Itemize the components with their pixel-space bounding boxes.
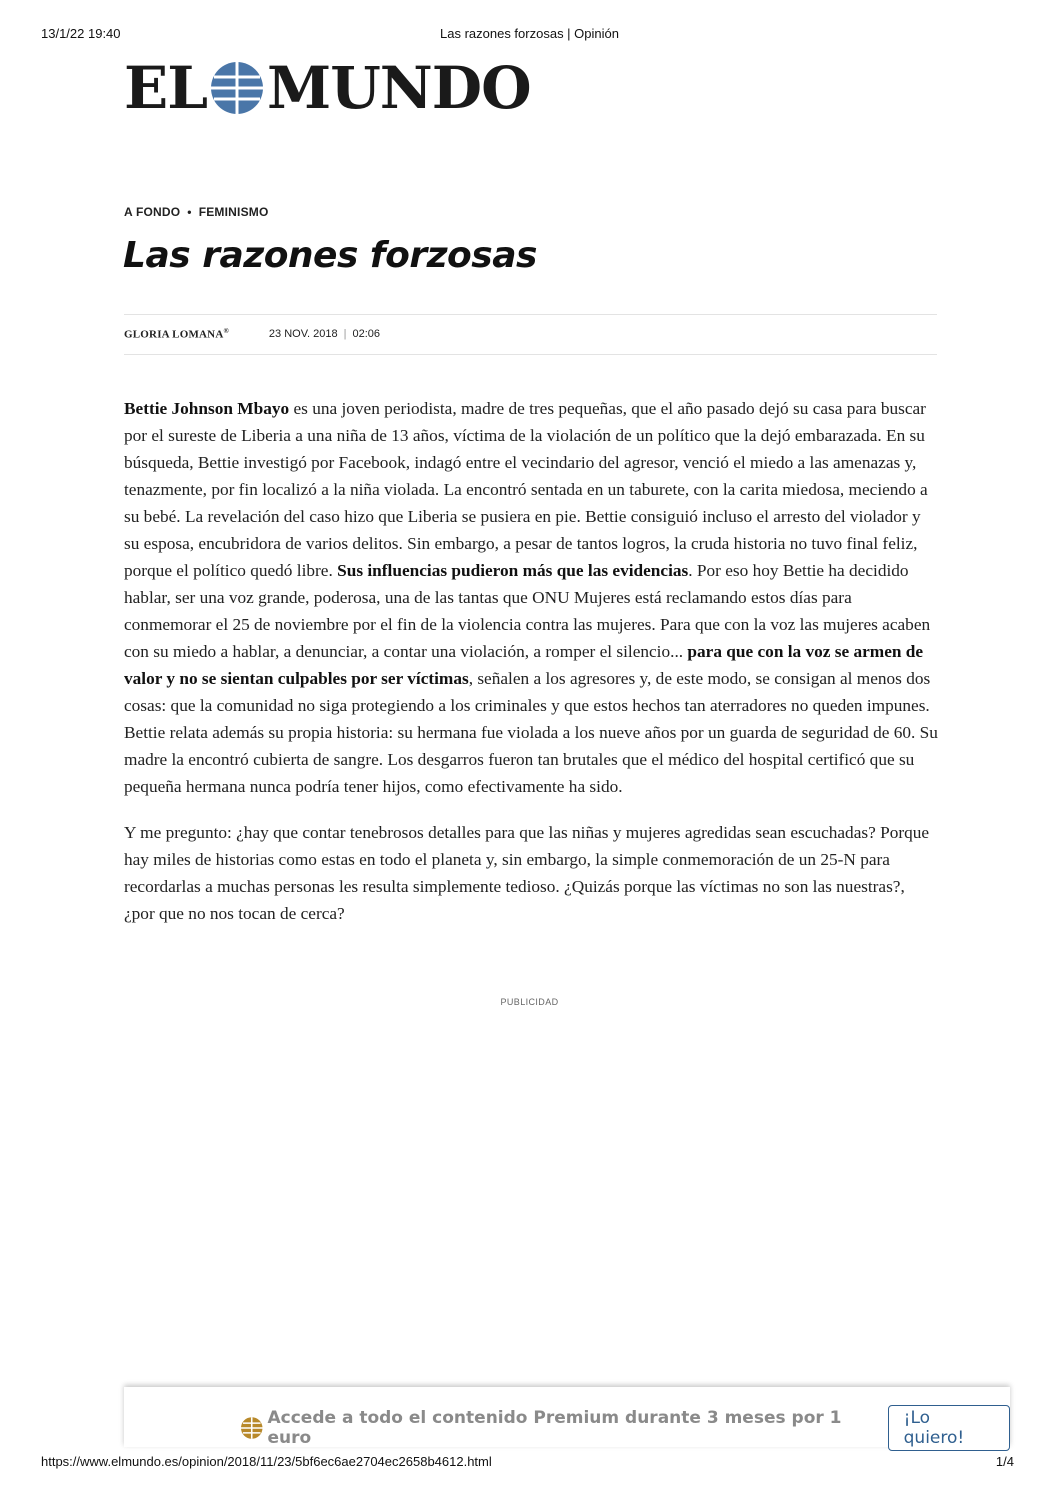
logo-text-mundo: MUNDO bbox=[267, 54, 531, 122]
article-paragraph-1 bbox=[124, 395, 939, 800]
section-link[interactable]: A FONDO bbox=[124, 205, 181, 219]
article-byline bbox=[124, 327, 380, 341]
publish-date: 23 NOV. 2018 bbox=[268, 328, 338, 340]
bold-highlight: Bettie Johnson Mbayo bbox=[124, 399, 290, 418]
print-datetime: 13/1/22 19:40 bbox=[41, 26, 121, 41]
globe-icon bbox=[209, 60, 265, 116]
promo-text: Accede a todo el contenido Premium durante 3 meses por 1 euro bbox=[267, 1408, 842, 1448]
article-body bbox=[124, 395, 939, 946]
globe-icon bbox=[240, 1416, 263, 1440]
article-headline: Las razones forzosas bbox=[123, 235, 537, 276]
ad-label: PUBLICIDAD bbox=[500, 997, 559, 1007]
topic-link[interactable]: FEMINISMO bbox=[198, 205, 269, 219]
divider-bottom bbox=[124, 354, 937, 355]
logo-text-el: EL bbox=[124, 54, 207, 122]
print-page-title: Las razones forzosas | Opinión bbox=[440, 26, 619, 41]
paragraph-text: . Por eso hoy Bettie ha decidido hablar, ser una voz grande, poderosa, una de las tantas que ONU Mujeres está reclamando estos días para conmemorar el 25 de noviembre por el fin de la violencia contra las mujeres. Para que con la voz las mujeres acaben con su miedo a hablar, a denunciar, a contar una violación, a romper el silencio... bbox=[124, 561, 931, 661]
premium-promo-banner bbox=[124, 1387, 1010, 1447]
kicker-separator: • bbox=[187, 205, 192, 219]
byline-separator: | bbox=[343, 328, 347, 340]
publish-time: 02:06 bbox=[352, 328, 380, 340]
divider-top bbox=[124, 314, 937, 315]
article-paragraph-2: Y me pregunto: ¿hay que contar tenebrosos detalles para que las niñas y mujeres agredidas sean escuchadas? Porque hay miles de historias como estas en todo el planeta y, sin embargo, la simple conmemoración de un 25-N para recordarlas a muchas personas les resulta simplemente tedioso. ¿Quizás porque las víctimas no son las nuestras?, ¿por que no nos tocan de cerca? bbox=[124, 823, 930, 923]
paragraph-text: , señalen a los agresores y, de este modo, se consigan al menos dos cosas: que la comunidad no siga protegiendo a los criminales y que estos hechos tan aterradores no queden impunes. Bettie relata además su propia historia: su hermana fue violada a los nueve años por un guarda de seguridad de 60. Su madre la encontró cubierta de sangre. Los desgarros fueron tan brutales que el médico del hospital certificó que su pequeña hermana nunca podría tener hijos, como efectivamente ha sido. bbox=[124, 669, 938, 796]
subscribe-button[interactable]: ¡Lo quiero! bbox=[888, 1405, 1010, 1451]
bold-highlight: Sus influencias pudieron más que las evidencias bbox=[337, 561, 689, 580]
article-kicker bbox=[124, 205, 269, 219]
author-name[interactable]: GLORIA LOMANA® bbox=[124, 327, 229, 341]
el-mundo-logo[interactable] bbox=[124, 54, 531, 122]
page-number: 1/4 bbox=[995, 1454, 1014, 1469]
page-url: https://www.elmundo.es/opinion/2018/11/23/5bf6ec6ae2704ec2658b4612.html bbox=[41, 1454, 492, 1469]
print-footer bbox=[0, 1454, 1059, 1470]
paragraph-text: es una joven periodista, madre de tres pequeñas, que el año pasado dejó su casa para buscar por el sureste de Liberia a una niña de 13 años, víctima de la violación de un político que la dejó embarazada. En su búsqueda, Bettie investigó por Facebook, indagó entre el vecindario del agresor, venció el miedo a las amenazas y, tenazmente, por fin localizó a la niña violada. La encontró sentada en un taburete, con la carita miedosa, meciendo a su bebé. La revelación del caso hizo que Liberia se pusiera en pie. Bettie consiguió incluso el arresto del violador y su esposa, encubridora de varios delitos. Sin embargo, a pesar de tantos logros, la cruda historia no tuvo final feliz, porque el político quedó libre. bbox=[124, 399, 928, 580]
print-header bbox=[0, 26, 1059, 42]
bold-highlight: para que con la voz se armen de valor y no se sientan culpables por ser víctimas bbox=[124, 642, 924, 688]
